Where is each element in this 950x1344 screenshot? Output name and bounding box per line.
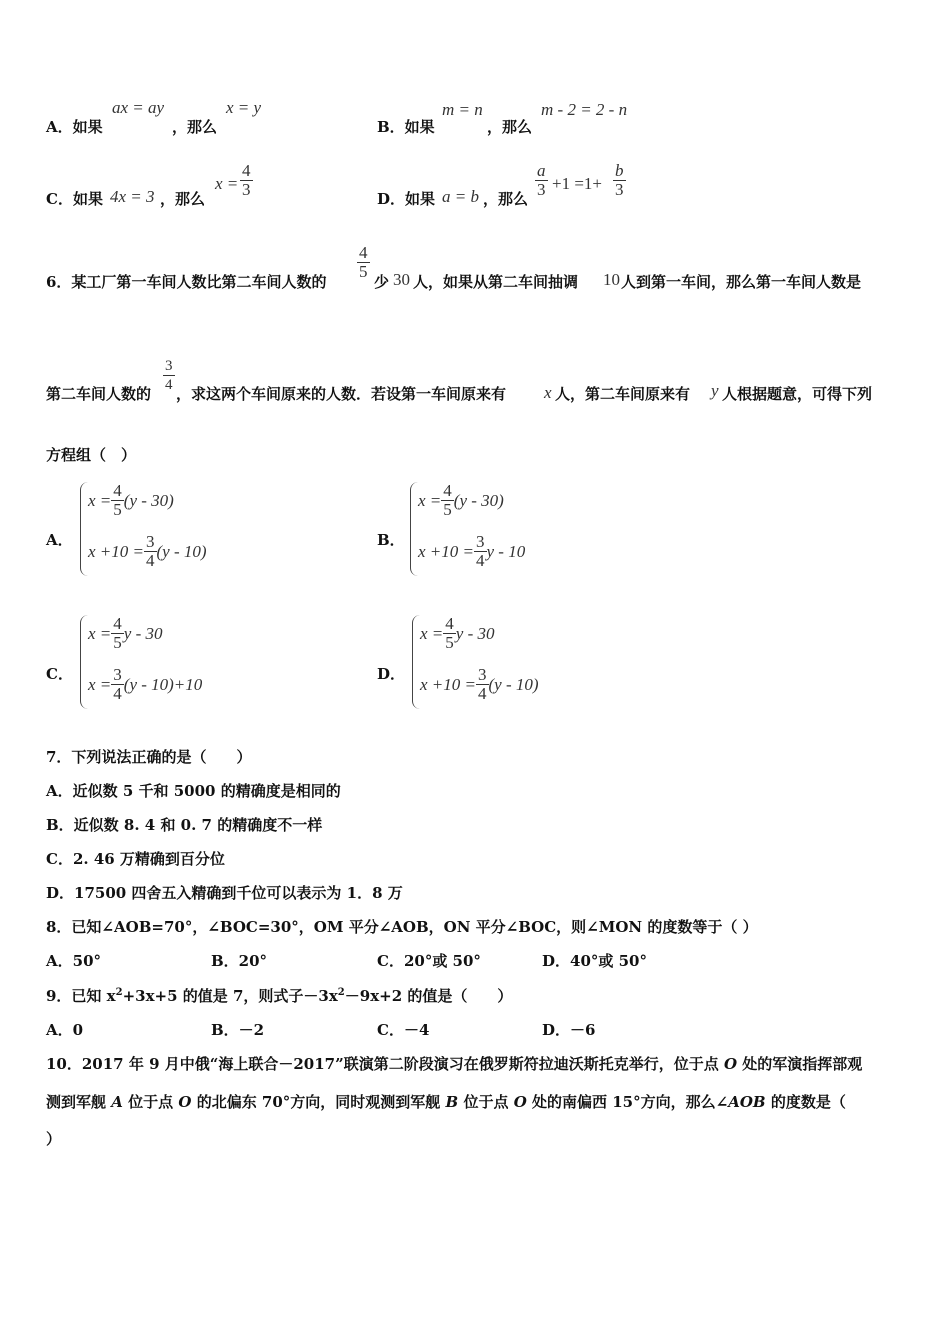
q6-c-eq1-den: 5 xyxy=(113,633,122,652)
q7-stem: 7．下列说法正确的是（ ） xyxy=(46,748,252,766)
q5-d-fraction-2 xyxy=(613,162,626,199)
q5-c-num: 4 xyxy=(242,161,251,180)
q5-c-then: ，那么 xyxy=(160,190,206,208)
q10-line3: ） xyxy=(46,1130,62,1148)
q6-frac1-num: 4 xyxy=(359,243,368,262)
q6-d-eq1 xyxy=(420,615,495,652)
q6-a-eq1-den: 5 xyxy=(113,500,122,519)
q6-d-eq1-den: 5 xyxy=(445,633,454,652)
q7-option-d: D．17500 四舍五入精确到千位可以表示为 1．8 万 xyxy=(46,884,403,902)
q6-d-eq2-frac xyxy=(476,666,489,703)
q7-option-b: B．近似数 8. 4 和 0. 7 的精确度不一样 xyxy=(46,816,323,834)
q6-d-eq2-den: 4 xyxy=(478,684,487,703)
q7-option-c: C．2. 46 万精确到百分位 xyxy=(46,850,225,868)
q5-d-label: D．如果 xyxy=(377,190,436,208)
q6-d-eq2-rhs: (y - 10) xyxy=(488,674,539,694)
q9-option-a: A．0 xyxy=(46,1021,84,1039)
q5-d-then: ，那么 xyxy=(483,190,529,208)
q6-frac-4-5 xyxy=(357,244,370,281)
q6-c-eq1-rhs: y - 30 xyxy=(123,623,163,643)
q6-line1-a: 6．某工厂第一车间人数比第二车间人数的 xyxy=(46,273,327,291)
q6-line2-a: 第二车间人数的 xyxy=(46,385,152,403)
q6-a-eq2-num: 3 xyxy=(146,532,155,551)
q10-line2-b: 位于点 xyxy=(128,1093,174,1111)
q10-point-b: B xyxy=(445,1093,459,1111)
q5-d-num2: b xyxy=(615,161,624,180)
q6-d-eq1-lhs: x = xyxy=(420,623,444,643)
q6-d-label: D． xyxy=(377,665,406,683)
q6-d-eq2-lhs: x +10 = xyxy=(420,674,476,694)
q8-option-d: D．40°或 50° xyxy=(542,952,647,970)
q6-b-eq1-lhs: x = xyxy=(418,490,442,510)
q6-a-eq1-rhs: (y - 30) xyxy=(123,490,174,510)
q6-frac2-den: 4 xyxy=(165,377,173,393)
q5-c-result-lhs: x = xyxy=(215,174,239,193)
q10-point-o1: O xyxy=(723,1055,738,1073)
q7-option-a: A．近似数 5 千和 5000 的精确度是相同的 xyxy=(46,782,341,800)
q6-c-eq2 xyxy=(88,666,202,703)
q6-a-eq2-frac xyxy=(144,533,157,570)
q6-a-eq1 xyxy=(88,482,174,519)
q5-d-mid-expr: +1 =1+ xyxy=(552,174,603,193)
q6-a-label: A． xyxy=(46,531,73,549)
q6-a-eq2-rhs: (y - 10) xyxy=(156,541,207,561)
q10-line2-c: 的北偏东 70°方向，同时观测到军舰 xyxy=(196,1093,441,1111)
q6-line2-b: ，求这两个车间原来的人数．若设第一车间原来有 xyxy=(176,385,507,403)
q5-b-result: m - 2 = 2 - n xyxy=(541,100,628,119)
q6-d-eq2-num: 3 xyxy=(478,665,487,684)
q9-stem-b: +3x+5 的值是 7，则式子－3x xyxy=(122,987,338,1005)
q6-c-eq1-num: 4 xyxy=(113,614,122,633)
q6-a-eq2 xyxy=(88,533,207,570)
q10-line1 xyxy=(46,1053,862,1074)
q6-num10: 10 xyxy=(603,270,620,289)
q5-b-label: B．如果 xyxy=(377,118,435,136)
q10-line2-e: 处的南偏西 15°方向，那么∠ xyxy=(532,1093,729,1111)
q6-d-eq2 xyxy=(420,666,539,703)
q5-b-then: ，那么 xyxy=(487,118,533,136)
q9-stem-c: －9x+2 的值是（ ） xyxy=(344,987,513,1005)
q5-d-den1: 3 xyxy=(537,180,546,199)
q10-line2-a: 测到军舰 xyxy=(46,1093,107,1111)
q6-a-eq2-den: 4 xyxy=(146,551,155,570)
q6-b-label: B． xyxy=(377,531,405,549)
q6-c-eq2-num: 3 xyxy=(113,665,122,684)
q6-c-eq2-lhs: x = xyxy=(88,674,112,694)
q6-c-eq2-den: 4 xyxy=(113,684,122,703)
q5-d-fraction-1 xyxy=(535,162,548,199)
q6-a-eq1-frac xyxy=(111,482,124,519)
q6-line3: 方程组（ ） xyxy=(46,446,137,464)
q6-frac-3-4 xyxy=(163,357,175,394)
q8-option-c: C．20°或 50° xyxy=(377,952,481,970)
q10-point-a: A xyxy=(111,1093,123,1111)
q6-b-eq1-frac xyxy=(441,482,454,519)
q5-c-label: C．如果 xyxy=(46,190,103,208)
q6-c-eq1-lhs: x = xyxy=(88,623,112,643)
q8-option-b: B．20° xyxy=(211,952,268,970)
q6-line1-d: 人到第一车间，那么第一车间人数是 xyxy=(621,273,862,291)
q6-c-label: C． xyxy=(46,665,73,683)
q9-sup1: 2 xyxy=(115,987,123,998)
q6-b-eq2 xyxy=(418,533,525,570)
q6-num30: 30 xyxy=(393,270,410,289)
q6-line1-c: 人，如果从第二车间抽调 xyxy=(413,273,579,291)
q10-line2-f: 的度数是（ xyxy=(770,1093,846,1111)
q8-option-a: A．50° xyxy=(46,952,102,970)
q6-b-eq2-den: 4 xyxy=(476,551,485,570)
q6-line2-d: 人根据题意，可得下列 xyxy=(722,385,873,403)
q8-stem: 8．已知∠AOB=70°，∠BOC=30°，OM 平分∠AOB，ON 平分∠BOC，则∠MON 的度数等于（ ） xyxy=(46,918,758,936)
q5-a-condition: ax = ay xyxy=(112,98,165,117)
q9-stem xyxy=(46,985,512,1006)
q5-d-condition: a = b xyxy=(442,187,479,206)
q6-d-eq1-num: 4 xyxy=(445,614,454,633)
q6-d-eq1-frac xyxy=(443,615,456,652)
q6-b-eq2-rhs: y - 10 xyxy=(486,541,526,561)
q6-b-eq2-lhs: x +10 = xyxy=(418,541,474,561)
q10-point-o2: O xyxy=(178,1093,192,1111)
q6-var-x: x xyxy=(544,383,552,402)
q10-point-o3: O xyxy=(513,1093,527,1111)
q10-line2 xyxy=(46,1091,846,1112)
q9-sup2: 2 xyxy=(337,987,345,998)
q6-d-eq1-rhs: y - 30 xyxy=(455,623,495,643)
q6-b-eq1-rhs: (y - 30) xyxy=(453,490,504,510)
q6-frac1-den: 5 xyxy=(359,262,368,281)
q6-b-eq2-frac xyxy=(474,533,487,570)
q6-b-eq1-den: 5 xyxy=(443,500,452,519)
q6-line2-c: 人，第二车间原来有 xyxy=(555,385,691,403)
q5-d-den2: 3 xyxy=(615,180,624,199)
q6-c-eq1 xyxy=(88,615,163,652)
q6-frac2-num: 3 xyxy=(165,358,173,374)
q6-var-y: y xyxy=(711,381,719,400)
q9-option-d: D．－6 xyxy=(542,1021,596,1039)
q5-c-condition: 4x = 3 xyxy=(110,187,155,206)
q5-a-result: x = y xyxy=(226,98,262,117)
q10-line2-d: 位于点 xyxy=(463,1093,509,1111)
q6-c-eq2-rhs: (y - 10)+10 xyxy=(123,674,203,694)
q6-c-eq1-frac xyxy=(111,615,124,652)
q5-b-condition: m = n xyxy=(442,100,483,119)
q9-stem-a: 9．已知 x xyxy=(46,987,116,1005)
q9-option-b: B．－2 xyxy=(211,1021,265,1039)
q6-a-eq1-num: 4 xyxy=(113,481,122,500)
q10-line1-a: 10．2017 年 9 月中俄“海上联合－2017”联演第二阶段演习在俄罗斯符拉迪沃斯托克举行，位于点 xyxy=(46,1055,719,1073)
q5-c-fraction xyxy=(240,162,253,199)
q5-a-label: A．如果 xyxy=(46,118,103,136)
q5-c-den: 3 xyxy=(242,180,251,199)
q10-angle-aob: AOB xyxy=(728,1093,766,1111)
q6-c-eq2-frac xyxy=(111,666,124,703)
q6-b-eq2-num: 3 xyxy=(476,532,485,551)
q6-b-eq1 xyxy=(418,482,504,519)
q6-a-eq2-lhs: x +10 = xyxy=(88,541,144,561)
q10-line1-b: 处的军演指挥部观 xyxy=(742,1055,863,1073)
q5-a-then: ，那么 xyxy=(172,118,218,136)
q9-option-c: C．－4 xyxy=(377,1021,430,1039)
q6-line1-b: 少 xyxy=(374,273,390,291)
q6-b-eq1-num: 4 xyxy=(443,481,452,500)
q5-d-num1: a xyxy=(537,161,546,180)
q6-a-eq1-lhs: x = xyxy=(88,490,112,510)
